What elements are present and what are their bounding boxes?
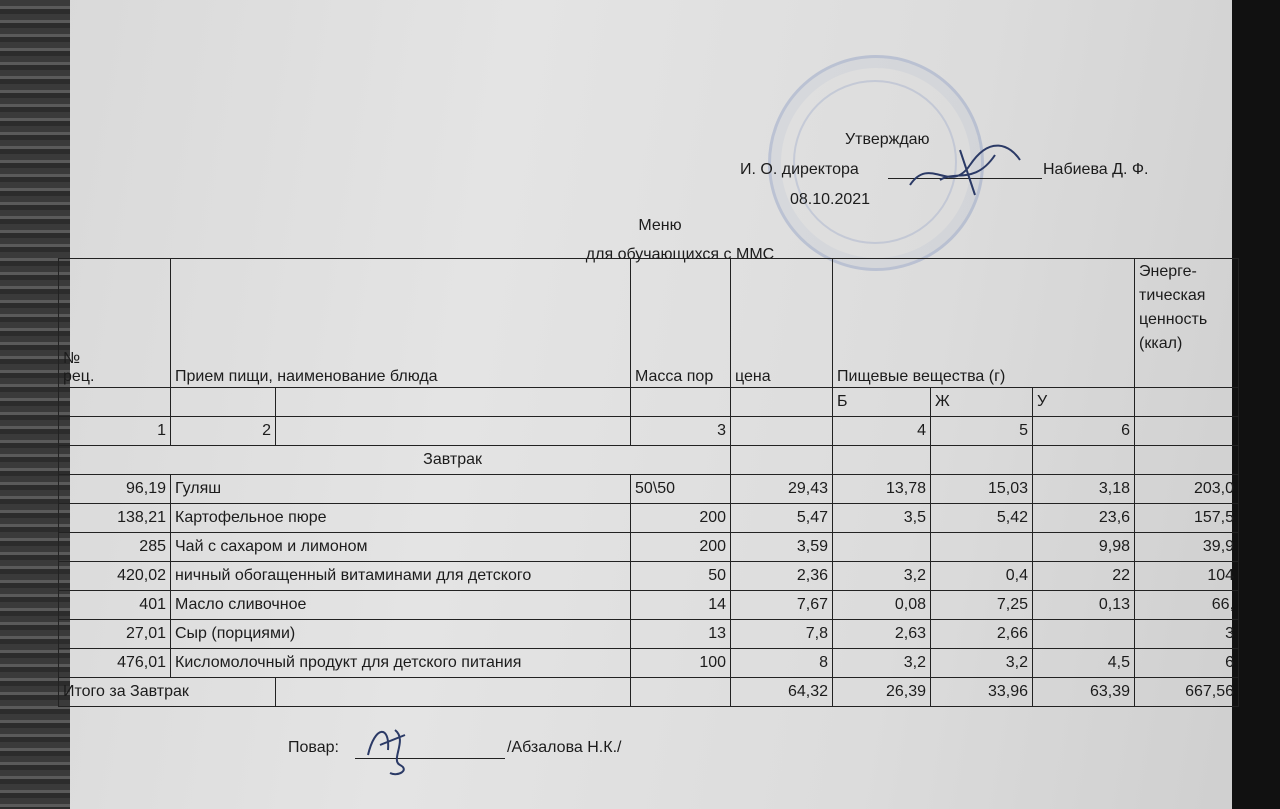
carbs: 3,18 <box>1033 475 1135 504</box>
mass: 50\50 <box>631 475 731 504</box>
energy: 157,5 <box>1135 504 1239 533</box>
table-row <box>59 504 1239 533</box>
energy: 6 <box>1135 649 1239 678</box>
dish-name: Картофельное пюре <box>171 504 631 533</box>
director-signature <box>900 135 1030 205</box>
dish-name: Сыр (порциями) <box>171 620 631 649</box>
header-zh: Ж <box>931 388 1033 417</box>
fat: 15,03 <box>931 475 1033 504</box>
menu-title: Меню <box>638 217 682 234</box>
price: 7,67 <box>731 591 833 620</box>
col-number: 4 <box>833 417 931 446</box>
header-b: Б <box>833 388 931 417</box>
total-zh: 33,96 <box>931 678 1033 707</box>
energy: 39,9 <box>1135 533 1239 562</box>
rec-number: 401 <box>59 591 171 620</box>
menu-table <box>58 258 1239 707</box>
total-label: Итого за Завтрак <box>59 678 276 707</box>
approval-word: Утверждаю <box>845 131 930 148</box>
fat: 0,4 <box>931 562 1033 591</box>
col-number: 5 <box>931 417 1033 446</box>
meal-title: Завтрак <box>59 446 731 475</box>
header-price: цена <box>731 259 833 388</box>
header-nutrients: Пищевые вещества (г) <box>833 259 1135 388</box>
protein: 0,08 <box>833 591 931 620</box>
cook-signature <box>360 715 420 780</box>
carbs: 4,5 <box>1033 649 1135 678</box>
dish-name: Гуляш <box>171 475 631 504</box>
price: 29,43 <box>731 475 833 504</box>
table-row <box>59 649 1239 678</box>
table-row <box>59 591 1239 620</box>
fat <box>931 533 1033 562</box>
energy: 104 <box>1135 562 1239 591</box>
total-row <box>59 678 1239 707</box>
col-number: 1 <box>59 417 171 446</box>
rec-number: 420,02 <box>59 562 171 591</box>
mass: 14 <box>631 591 731 620</box>
mass: 13 <box>631 620 731 649</box>
menu-subtitle: для обучающихся с ММС <box>585 246 775 263</box>
rec-number: 96,19 <box>59 475 171 504</box>
table-row <box>59 562 1239 591</box>
scan-right-edge <box>1232 0 1280 809</box>
fat: 7,25 <box>931 591 1033 620</box>
carbs: 0,13 <box>1033 591 1135 620</box>
approval-position: И. О. директора <box>740 161 859 178</box>
protein: 13,78 <box>833 475 931 504</box>
mass: 100 <box>631 649 731 678</box>
col-number: 6 <box>1033 417 1135 446</box>
rec-number: 27,01 <box>59 620 171 649</box>
carbs: 23,6 <box>1033 504 1135 533</box>
cook-label: Повар: <box>288 739 339 756</box>
price: 7,8 <box>731 620 833 649</box>
dish-name: Кисломолочный продукт для детского питания <box>171 649 631 678</box>
fat: 2,66 <box>931 620 1033 649</box>
protein <box>833 533 931 562</box>
price: 8 <box>731 649 833 678</box>
col-number: 2 <box>171 417 276 446</box>
cook-name: /Абзалова Н.К./ <box>507 739 622 756</box>
mass: 50 <box>631 562 731 591</box>
subheader-row <box>59 388 1239 417</box>
table-row <box>59 475 1239 504</box>
table-row <box>59 533 1239 562</box>
protein: 2,63 <box>833 620 931 649</box>
rec-number: 138,21 <box>59 504 171 533</box>
total-b: 26,39 <box>833 678 931 707</box>
table-header-row <box>59 259 1239 388</box>
total-kcal: 667,56 <box>1135 678 1239 707</box>
mass: 200 <box>631 533 731 562</box>
header-dish: Прием пищи, наименование блюда <box>171 259 631 388</box>
energy: 3 <box>1135 620 1239 649</box>
price: 3,59 <box>731 533 833 562</box>
carbs: 22 <box>1033 562 1135 591</box>
col-number: 3 <box>631 417 731 446</box>
approval-date: 08.10.2021 <box>790 191 871 208</box>
energy: 66, <box>1135 591 1239 620</box>
rec-number: 476,01 <box>59 649 171 678</box>
rec-number: 285 <box>59 533 171 562</box>
total-price: 64,32 <box>731 678 833 707</box>
protein: 3,5 <box>833 504 931 533</box>
fat: 5,42 <box>931 504 1033 533</box>
column-number-row <box>59 417 1239 446</box>
price: 5,47 <box>731 504 833 533</box>
dish-name: Чай с сахаром и лимоном <box>171 533 631 562</box>
table-row <box>59 620 1239 649</box>
header-energy: Энерге- тическая ценность (ккал) <box>1135 259 1239 388</box>
price: 2,36 <box>731 562 833 591</box>
header-u: У <box>1033 388 1135 417</box>
mass: 200 <box>631 504 731 533</box>
dish-name: Масло сливочное <box>171 591 631 620</box>
carbs: 9,98 <box>1033 533 1135 562</box>
header-mass: Масса пор <box>631 259 731 388</box>
carbs <box>1033 620 1135 649</box>
fat: 3,2 <box>931 649 1033 678</box>
approval-name: Набиева Д. Ф. <box>1043 161 1149 178</box>
dish-name: ничный обогащенный витаминами для детского <box>171 562 631 591</box>
energy: 203,0 <box>1135 475 1239 504</box>
header-rec-no: № рец. <box>59 259 171 388</box>
meal-title-row <box>59 446 1239 475</box>
protein: 3,2 <box>833 562 931 591</box>
protein: 3,2 <box>833 649 931 678</box>
total-u: 63,39 <box>1033 678 1135 707</box>
